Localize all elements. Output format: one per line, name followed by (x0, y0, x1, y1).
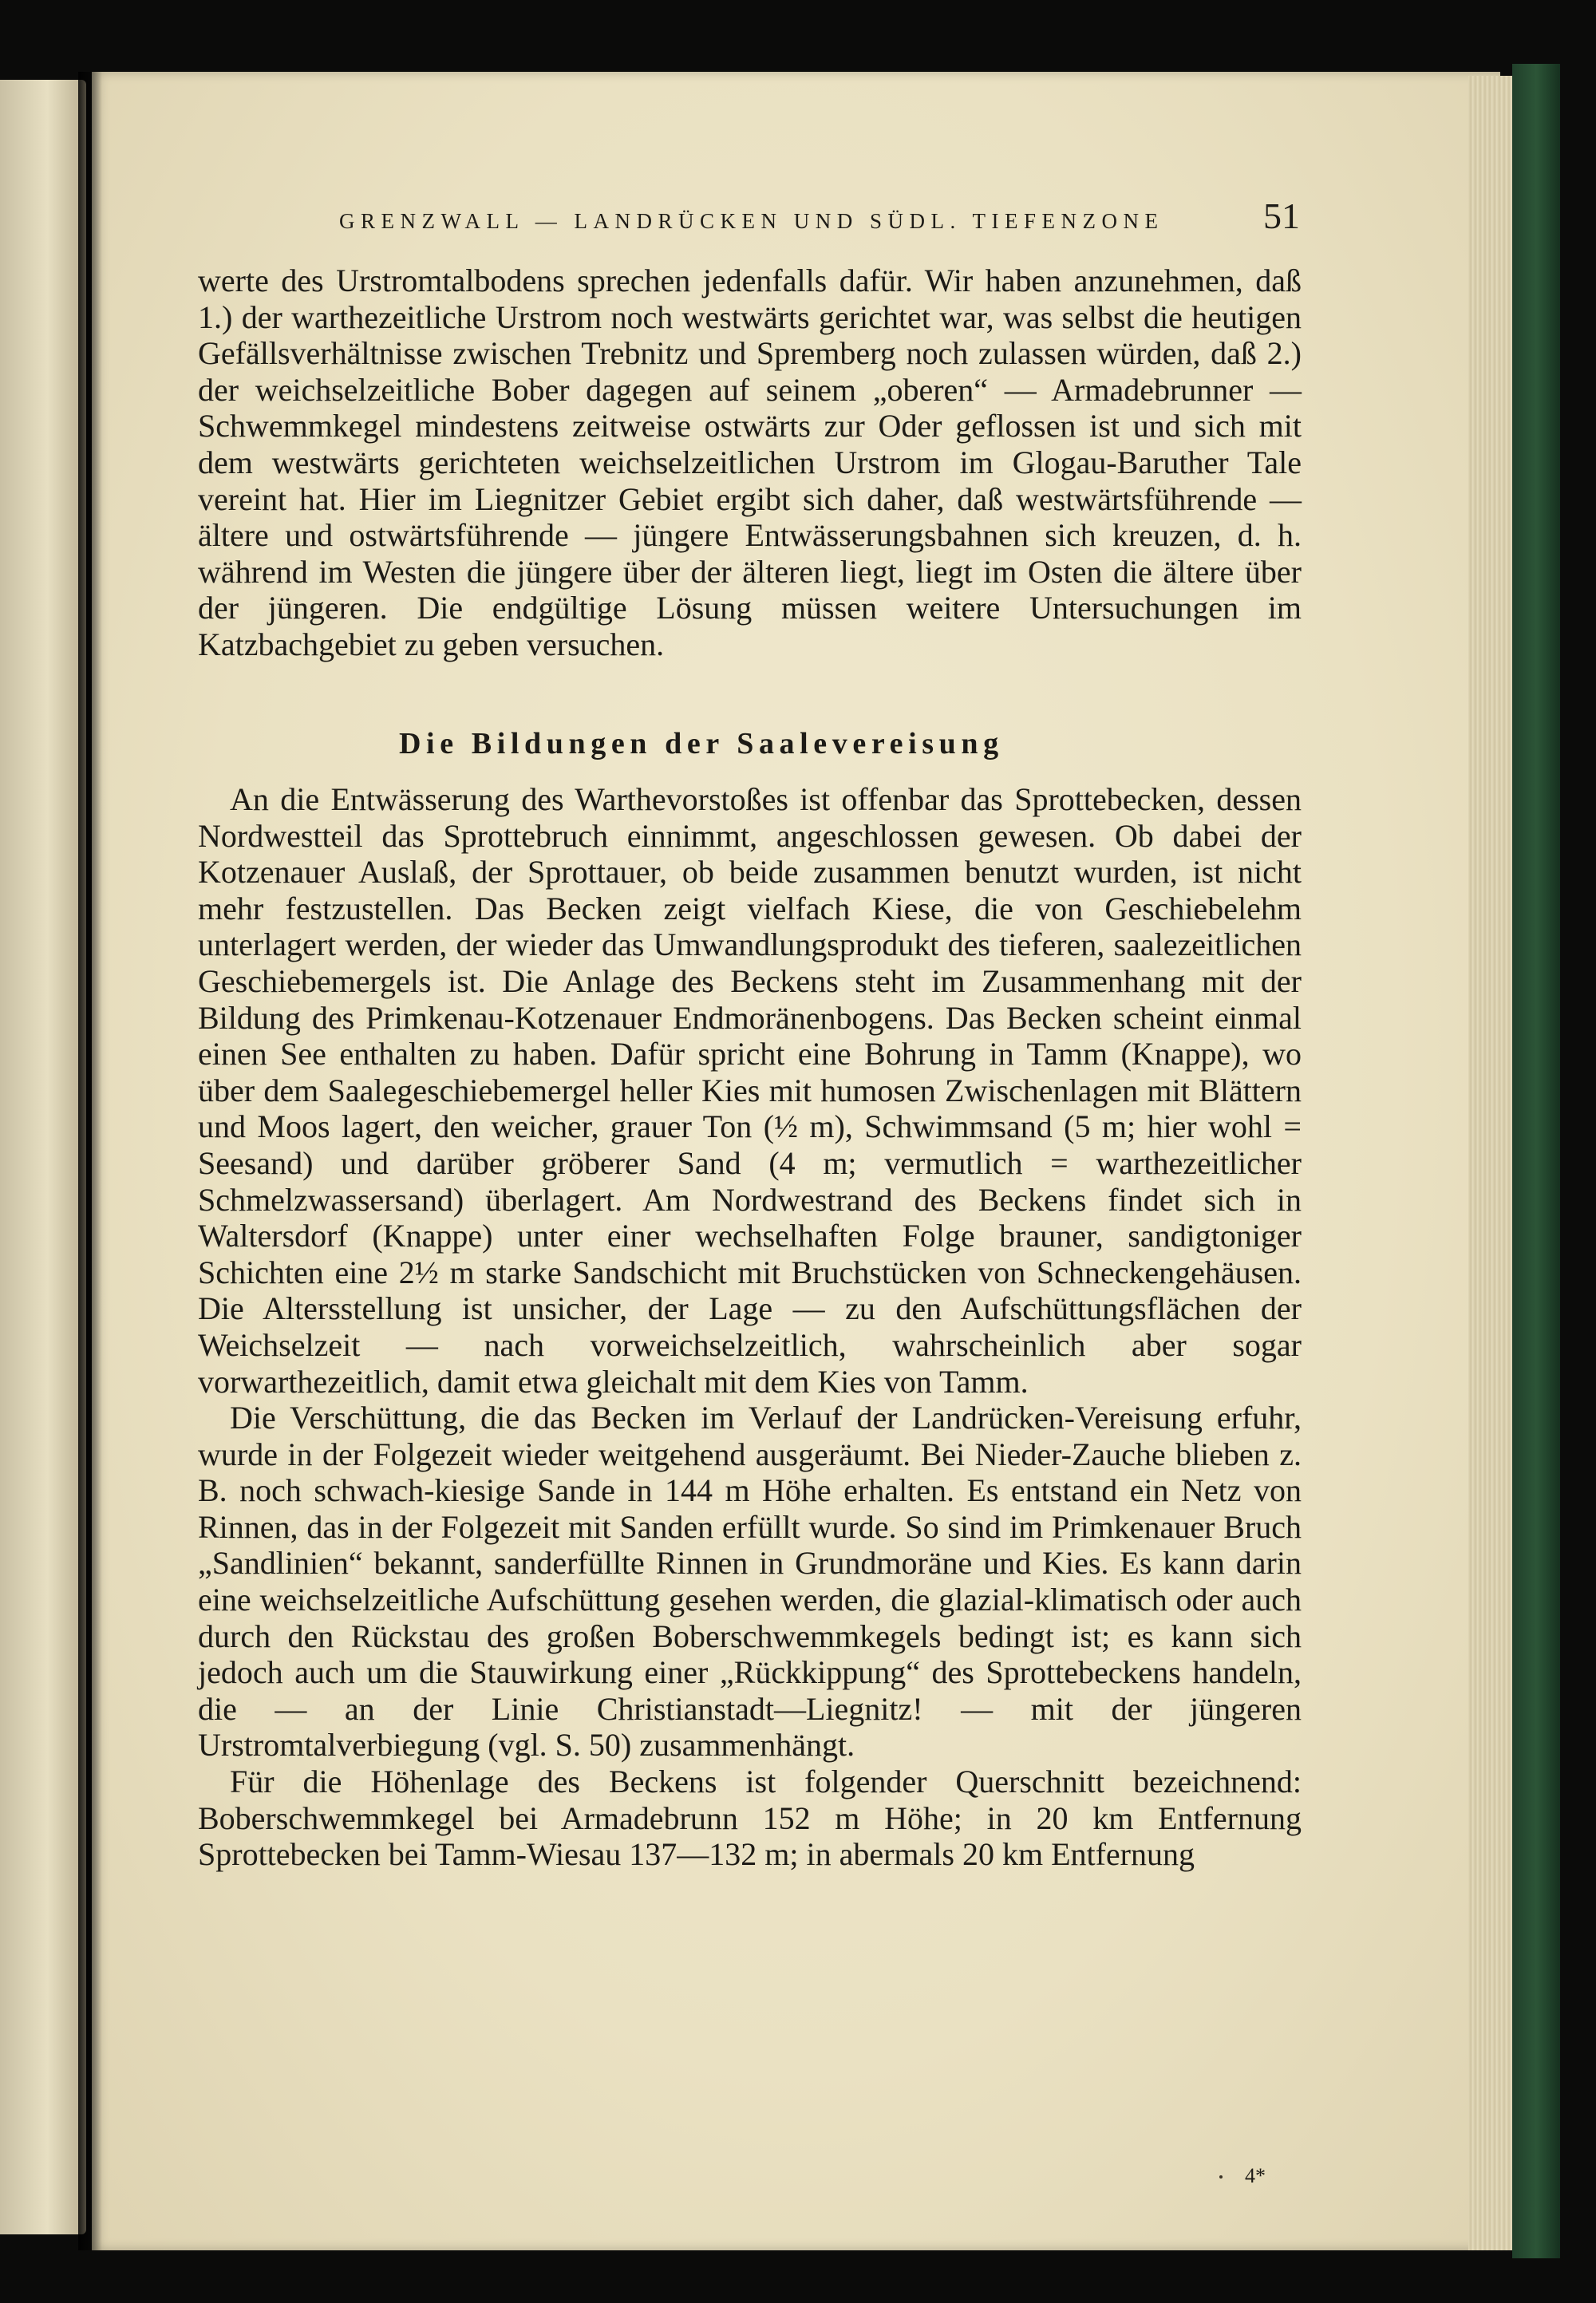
paragraph-4: Für die Höhenlage des Beckens ist folgender Querschnitt bezeichnend: Boberschwemmkegel bei Armadebrunn 152 m Höhe; in 20 km Entfernung Sprottebecken bei Tamm-Wiesau 137—132 m; in abermals 20 km Entfernung (198, 1764, 1302, 1873)
section-heading: Die Bildungen der Saalevereisung (399, 727, 1004, 760)
page-number: 51 (1263, 196, 1300, 236)
ink-speck (1219, 2175, 1223, 2179)
page-stack-edge (1468, 76, 1512, 2250)
facing-page-edge (0, 80, 86, 2234)
text-block-lower (198, 781, 1302, 1873)
sheet-signature: 4* (1245, 2164, 1266, 2187)
text-block-upper (198, 263, 1302, 663)
paragraph-3: Die Verschüttung, die das Becken im Verlauf der Landrücken-Vereisung erfuhr, wurde in der Folgezeit wieder weitgehend ausgeräumt. Bei Nieder-Zauche blieben z. B. noch schwach-kiesige Sande in 144 m Höhe erhalten. Es entstand ein Netz von Rinnen, das in der Folgezeit mit Sanden erfüllt wurde. So sind im Primkenauer Bruch „Sandlinien“ bekannt, sanderfüllte Rinnen in Grundmoräne und Kies. Es kann darin eine weichselzeitliche Aufschüttung gesehen werden, die glazial-klimatisch oder auch durch den Rückstau des großen Boberschwemmkegels bedingt ist; es kann sich jedoch auch um die Stauwirkung einer „Rückkippung“ des Sprottebeckens handeln, die — an der Linie Christianstadt—Liegnitz! — mit der jüngeren Urstromtalverbiegung (vgl. S. 50) zusammenhängt. (198, 1400, 1302, 1764)
running-head: GRENZWALL — LANDRÜCKEN UND SÜDL. TIEFENZONE (339, 209, 1164, 233)
paragraph-2: An die Entwässerung des Warthevorstoßes ist offenbar das Sprottebecken, dessen Nordwestteil das Sprottebruch einnimmt, angeschlossen gewesen. Ob dabei der Kotzenauer Auslaß, der Sprottauer, ob beide zusammen benutzt wurden, ist nicht mehr festzustellen. Das Becken zeigt vielfach Kiese, die von Geschiebelehm unterlagert werden, der wieder das Umwandlungsprodukt des tieferen, saalezeitlichen Geschiebemergels ist. Die Anlage des Beckens steht im Zusammenhang mit der Bildung des Primkenau-Kotzenauer Endmoränenbogens. Das Becken scheint einmal einen See enthalten zu haben. Dafür spricht eine Bohrung in Tamm (Knappe), wo über dem Saalegeschiebemergel heller Kies mit humosen Zwischenlagen mit Blättern und Moos lagert, den weicher, grauer Ton (½ m), Schwimmsand (5 m; hier wohl = Seesand) und darüber gröberer Sand (4 m; vermutlich = warthezeitlicher Schmelzwassersand) überlagert. Am Nordwestrand des Beckens findet sich in Waltersdorf (Knappe) unter einer wechselhaften Folge brauner, sandigtoniger Schichten eine 2½ m starke Sandschicht mit Bruchstücken von Schneckengehäusen. Die Altersstellung ist unsicher, der Lage — zu den Aufschüttungsflächen der Weichselzeit — nach vorweichselzeitlich, wahrscheinlich aber sogar vorwarthezeitlich, damit etwa gleichalt mit dem Kies von Tamm. (198, 781, 1302, 1400)
gutter-shadow (78, 72, 102, 2250)
book-cover-edge (1512, 64, 1560, 2258)
paragraph-1: werte des Urstromtalbodens sprechen jedenfalls dafür. Wir haben anzunehmen, daß 1.) der warthezeitliche Urstrom noch westwärts gerichtet war, was selbst die heutigen Gefällsverhältnisse zwischen Trebnitz und Spremberg noch zulassen würden, daß 2.) der weichselzeitliche Bober dagegen auf seinem „oberen“ — Armadebrunner — Schwemmkegel mindestens zeitweise ostwärts zur Oder geflossen ist und sich mit dem westwärts gerichteten weichselzeitlichen Urstrom im Glogau-Baruther Tale vereint hat. Hier im Liegnitzer Gebiet ergibt sich daher, daß westwärtsführende — ältere und ostwärtsführende — jüngere Entwässerungsbahnen sich kreuzen, d. h. während im Westen die jüngere über der älteren liegt, liegt im Osten die ältere über der jüngeren. Die endgültige Lösung müssen weitere Untersuchungen im Katzbachgebiet zu geben versuchen. (198, 263, 1302, 662)
